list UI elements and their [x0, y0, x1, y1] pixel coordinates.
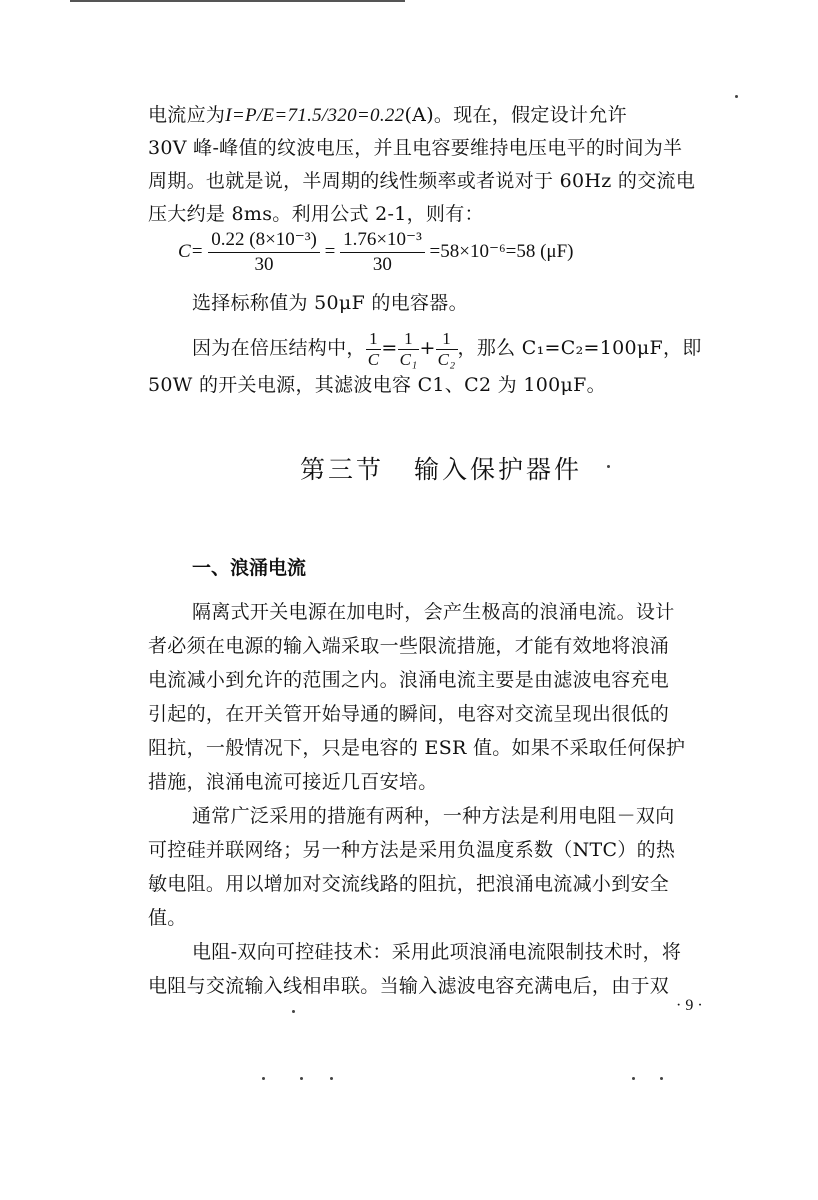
- scan-speck: [262, 1077, 265, 1080]
- fraction-denominator: 30: [254, 254, 274, 275]
- text-line: 电阻与交流输入线相串联。当输入滤波电容充满电后，由于双: [148, 975, 670, 997]
- text-line: 阻抗，一般情况下，只是电容的 ESR 值。如果不采取任何保护: [148, 737, 686, 759]
- fraction-numerator: 1: [366, 329, 382, 350]
- text-line: 50W 的开关电源，其滤波电容 C1、C2 为 100μF。: [148, 374, 606, 396]
- fraction-numerator: 0.22 (8×10⁻³): [208, 228, 320, 253]
- text-line: 可控硅并联网络；另一种方法是采用负温度系数（NTC）的热: [148, 839, 676, 861]
- text-line: 电阻-双向可控硅技术：采用此项浪涌电流限制技术时，将: [192, 941, 682, 963]
- top-border-line: [70, 0, 405, 2]
- fraction-numerator: 1.76×10⁻³: [340, 228, 425, 253]
- section-name: 输入保护器件: [414, 455, 583, 484]
- fraction-denominator: 30: [372, 254, 392, 275]
- inline-fraction: [366, 329, 382, 370]
- text-line: 隔离式开关电源在加电时，会产生极高的浪涌电流。设计: [192, 601, 675, 623]
- formula-lhs: C=: [178, 240, 204, 262]
- scan-speck: [632, 1077, 635, 1080]
- subsection-heading: 一、浪涌电流: [192, 557, 307, 579]
- inline-fraction: [436, 329, 458, 370]
- fraction-denominator: C₁: [399, 349, 418, 369]
- text-line: 选择标称值为 50μF 的电容器。: [192, 292, 468, 314]
- scan-speck: [292, 1010, 295, 1013]
- text-line: 周期。也就是说，半周期的线性频率或者说对于 60Hz 的交流电: [148, 170, 696, 192]
- text-segment: ，那么 C₁=C₂=100μF，即: [457, 337, 702, 359]
- inline-formula: I=P/E=71.5/320=0.22: [225, 105, 405, 126]
- text-line: 通常广泛采用的措施有两种，一种方法是利用电阻－双向: [192, 805, 675, 827]
- text-line: 电流减小到允许的范围之内。浪涌电流主要是由滤波电容充电: [148, 669, 670, 691]
- text-line: [192, 326, 738, 370]
- text-line: 30V 峰-峰值的纹波电压，并且电容要维持电压电平的时间为半: [148, 137, 683, 159]
- formula-rhs: =58×10⁻⁶=58 (μF): [429, 240, 574, 262]
- text-line: 引起的，在开关管开始导通的瞬间，电容对交流呈现出很低的: [148, 703, 670, 725]
- text-line: 者必须在电源的输入端采取一些限流措施，才能有效地将浪涌: [148, 635, 670, 657]
- formula-fraction: [340, 228, 425, 277]
- fraction-denominator: C: [367, 349, 380, 369]
- scan-speck: [300, 1077, 303, 1080]
- formula-equals: =: [324, 240, 336, 262]
- text-line: 敏电阻。用以增加对交流线路的阻抗，把浪涌电流减小到安全: [148, 873, 670, 895]
- scan-speck: [607, 465, 610, 468]
- section-number: 第三节: [300, 455, 385, 484]
- text-segment: =: [381, 337, 398, 359]
- fraction-numerator: 1: [398, 329, 420, 350]
- scan-speck: [660, 1077, 663, 1080]
- scan-speck: [330, 1077, 333, 1080]
- text-segment: +: [419, 337, 436, 359]
- scan-speck: [735, 95, 738, 98]
- text-line: 压大约是 8ms。利用公式 2-1，则有：: [148, 203, 484, 225]
- fraction-denominator: C₂: [437, 349, 456, 369]
- fraction-numerator: 1: [436, 329, 458, 350]
- inline-fraction: [398, 329, 420, 370]
- formula-fraction: [208, 228, 320, 277]
- text-segment: 电流应为: [148, 104, 226, 126]
- text-segment: 。现在，假定设计允许: [433, 104, 627, 126]
- capacitance-formula: [178, 228, 574, 277]
- text-line: 值。: [148, 907, 187, 929]
- text-segment: 因为在倍压结构中，: [192, 337, 366, 359]
- text-segment: (A): [404, 104, 434, 126]
- text-line: 措施，浪涌电流可接近几百安培。: [148, 771, 438, 793]
- text-line: [148, 103, 738, 128]
- page-number: · 9 ·: [676, 997, 703, 1014]
- section-title: [300, 450, 582, 486]
